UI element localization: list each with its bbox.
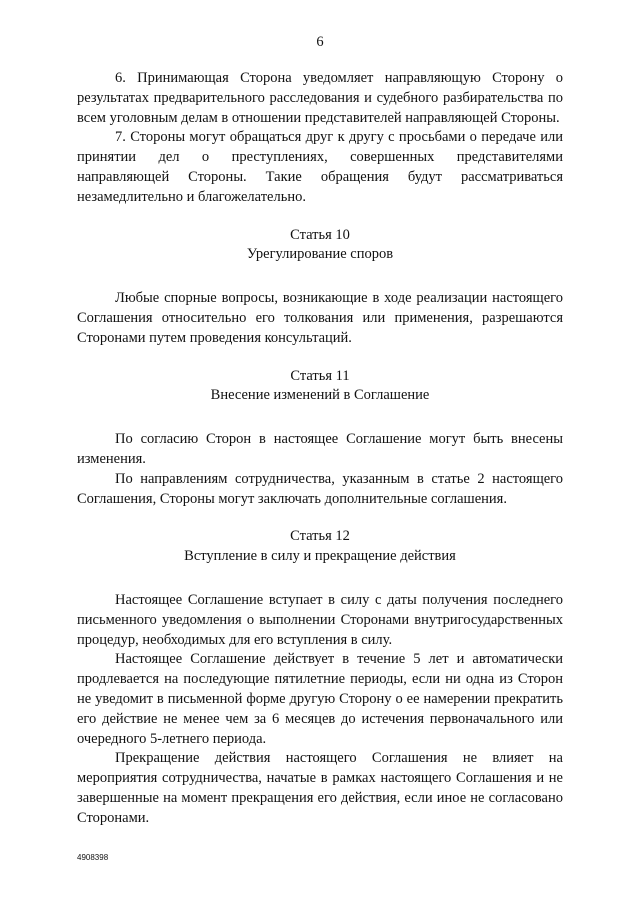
document-body [77, 69, 563, 829]
page-number: 6 [316, 34, 324, 50]
paragraph: Прекращение действия настоящего Соглашения не влияет на мероприятия сотрудничества, начатые в рамках настоящего Соглашения и не завершенные на момент прекращения его действия, если иное не согласовано Сторонами. [77, 750, 563, 826]
article-title: Урегулирование споров [246, 246, 394, 263]
article-heading [77, 226, 563, 266]
paragraph: 6. Принимающая Сторона уведомляет направляющую Сторону о результатах предварительного расследования и судебного разбирательства по всем уголовным делам в отношении представителей направляющей Стороны. [77, 70, 563, 126]
article-number: Статья 11 [290, 367, 350, 384]
paragraph: Настоящее Соглашение вступает в силу с даты получения последнего письменного уведомления о выполнении Сторонами внутригосударственных процедур, необходимых для его вступления в силу. [77, 591, 563, 648]
article-heading [77, 527, 563, 567]
paragraph: 7. Стороны могут обращаться друг к другу с просьбами о передаче или принятии дел о преступлениях, совершенных представителями направляющей Стороны. Такие обращения будут рассматриваться незамедлительно и благожелательно. [77, 129, 563, 205]
article-title: Внесение изменений в Соглашение [210, 387, 430, 404]
article-number: Статья 10 [290, 226, 350, 243]
article-number: Статья 12 [290, 528, 350, 545]
paragraph: По направлениям сотрудничества, указанным в статье 2 настоящего Соглашения, Стороны могут заключать дополнительные соглашения. [77, 470, 563, 507]
article-title: Вступление в силу и прекращение действия [184, 548, 456, 565]
paragraph: Любые спорные вопросы, возникающие в ходе реализации настоящего Соглашения относительно его толкования или применения, разрешаются Сторонами путем проведения консультаций. [77, 290, 563, 346]
document-code: 4908398 [77, 853, 109, 862]
paragraph: Настоящее Соглашение действует в течение 5 лет и автоматически продлевается на последующие пятилетние периоды, если ни одна из Сторон не уведомит в письменной форме другую Сторону о ее намерении прекратить его действие не менее чем за 6 месяцев до истечения первоначального или очередного 5-летнего периода. [77, 651, 563, 747]
article-heading [77, 367, 563, 407]
paragraph: По согласию Сторон в настоящее Соглашение могут быть внесены изменения. [77, 431, 563, 467]
